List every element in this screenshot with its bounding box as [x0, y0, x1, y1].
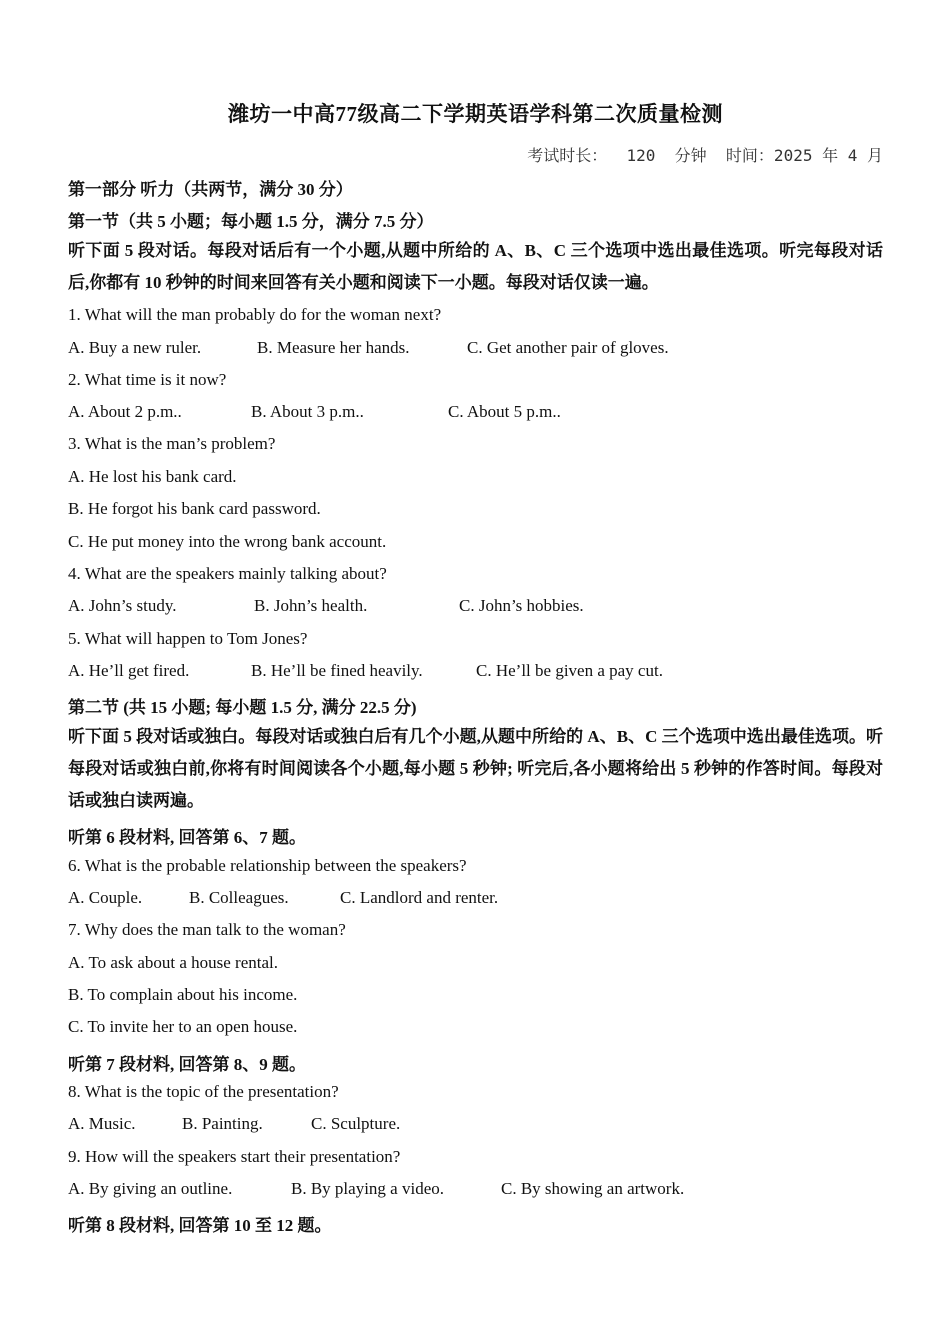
question-5: 5. What will happen to Tom Jones?: [68, 629, 308, 648]
option-b: B. Measure her hands.: [257, 338, 410, 357]
question-1-options: [68, 338, 669, 358]
option-c: C. By showing an artwork.: [501, 1179, 685, 1198]
material-7-heading: 听第 7 段材料, 回答第 8、9 题。: [68, 1055, 306, 1074]
option-a: A. He lost his bank card.: [68, 467, 237, 486]
option-b: B. By playing a video.: [291, 1179, 444, 1198]
exam-meta: 考试时长： 120 分钟 时间：2025 年 4 月: [527, 146, 883, 165]
option-a: A. Music.: [68, 1114, 136, 1133]
option-c: C. He put money into the wrong bank account.: [68, 532, 387, 551]
option-a: A. Couple.: [68, 888, 143, 907]
exam-title: 潍坊一中高77级高二下学期英语学科第二次质量检测: [228, 102, 723, 126]
option-c: C. To invite her to an open house.: [68, 1017, 298, 1036]
section2-instructions: 听下面 5 段对话或独白。每段对话或独白后有几个小题,从题中所给的 A、B、C 三个选项中选出最佳选项。听每段对话或独白前,你将有时间阅读各个小题,每小题 5 秒钟; 听完后,各小题将给出 5 秒钟的作答时间。每段对话或独白读两遍。: [68, 727, 883, 810]
question-6: 6. What is the probable relationship between the speakers?: [68, 856, 467, 875]
option-c: C. John’s hobbies.: [459, 596, 584, 615]
option-a: A. Buy a new ruler.: [68, 338, 202, 357]
option-c: C. Landlord and renter.: [340, 888, 499, 907]
material-6-heading: 听第 6 段材料, 回答第 6、7 题。: [68, 828, 306, 847]
question-2: 2. What time is it now?: [68, 370, 227, 389]
option-b: B. To complain about his income.: [68, 985, 298, 1004]
option-a: A. About 2 p.m..: [68, 402, 182, 421]
option-b: B. Painting.: [182, 1114, 263, 1133]
question-7: 7. Why does the man talk to the woman?: [68, 920, 346, 939]
option-a: A. He’ll get fired.: [68, 661, 190, 680]
option-a: A. John’s study.: [68, 596, 177, 615]
question-4: 4. What are the speakers mainly talking about?: [68, 564, 387, 583]
question-9: 9. How will the speakers start their presentation?: [68, 1147, 401, 1166]
section1-instructions: 听下面 5 段对话。每段对话后有一个小题,从题中所给的 A、B、C 三个选项中选出最佳选项。听完每段对话后,你都有 10 秒钟的时间来回答有关小题和阅读下一小题。每段对话仅读一遍。: [68, 241, 883, 292]
option-c: C. He’ll be given a pay cut.: [476, 661, 663, 680]
question-9-options: [68, 1179, 684, 1199]
option-b: B. He’ll be fined heavily.: [251, 661, 423, 680]
option-a: A. To ask about a house rental.: [68, 953, 279, 972]
question-6-options: [68, 888, 498, 908]
question-5-options: [68, 661, 663, 681]
option-a: A. By giving an outline.: [68, 1179, 233, 1198]
question-8-options: [68, 1114, 400, 1134]
option-c: C. Get another pair of gloves.: [467, 338, 669, 357]
question-1: 1. What will the man probably do for the woman next?: [68, 305, 442, 324]
option-b: B. About 3 p.m..: [251, 402, 364, 421]
option-b: B. He forgot his bank card password.: [68, 499, 321, 518]
option-b: B. Colleagues.: [189, 888, 289, 907]
question-4-options: [68, 596, 584, 616]
part1-heading: 第一部分 听力（共两节，满分 30 分）: [68, 180, 353, 199]
option-c: C. Sculpture.: [311, 1114, 401, 1133]
option-b: B. John’s health.: [254, 596, 368, 615]
question-2-options: [68, 402, 561, 422]
section2-heading: 第二节 (共 15 小题; 每小题 1.5 分, 满分 22.5 分): [68, 698, 417, 717]
material-8-heading: 听第 8 段材料, 回答第 10 至 12 题。: [68, 1216, 332, 1235]
section1-heading: 第一节（共 5 小题；每小题 1.5 分，满分 7.5 分）: [68, 212, 434, 231]
question-8: 8. What is the topic of the presentation?: [68, 1082, 339, 1101]
option-c: C. About 5 p.m..: [448, 402, 561, 421]
question-3: 3. What is the man’s problem?: [68, 434, 276, 453]
